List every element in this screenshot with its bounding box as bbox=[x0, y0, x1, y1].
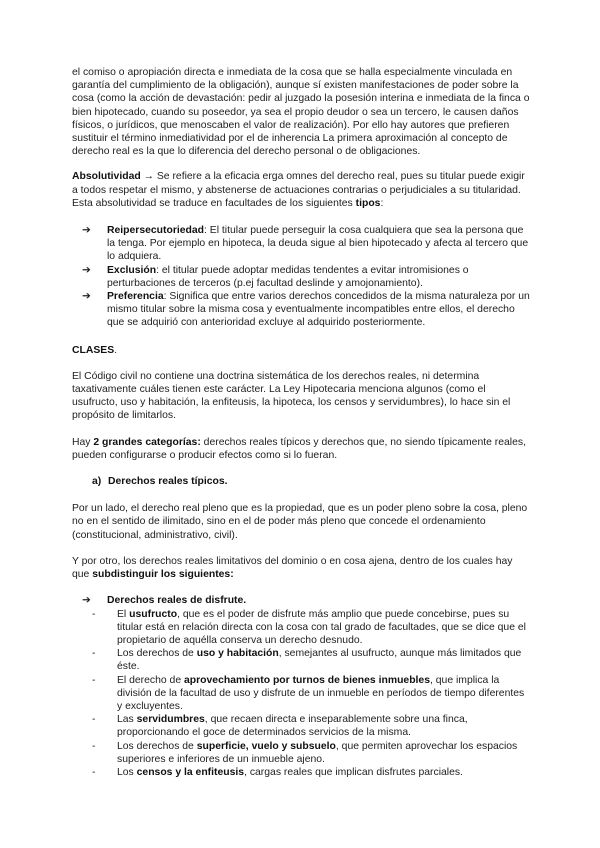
list-item bbox=[92, 674, 530, 714]
subheading-derechos-tipicos bbox=[92, 475, 530, 488]
clases-title: CLASES bbox=[72, 344, 115, 356]
list-item bbox=[92, 713, 530, 739]
dash-marker: - bbox=[92, 674, 96, 686]
list-item-term: censos y la enfiteusis bbox=[136, 766, 245, 778]
list-item-pre: Los derechos de bbox=[117, 648, 197, 660]
list-item-text: , que permiten aprovechar los espacios superiores e inferiores de un inmueble ajeno. bbox=[117, 740, 518, 765]
dash-marker: - bbox=[92, 714, 96, 726]
list-item bbox=[92, 740, 530, 766]
disfrute-title: Derechos reales de disfrute. bbox=[107, 595, 247, 607]
list-item-pre: Los bbox=[117, 766, 137, 778]
subheading-title: Derechos reales típicos. bbox=[108, 476, 228, 488]
list-item-term: servidumbres bbox=[136, 714, 205, 726]
limitativos-bold: subdistinguir los siguientes: bbox=[92, 569, 234, 581]
dash-marker: - bbox=[92, 648, 96, 660]
arrow-icon: ➔ bbox=[82, 264, 91, 276]
list-item-text: : Significa que entre varios derechos concedidos de la misma naturaleza por un mismo titular sobre la misma cosa y eventualmente incompatibles entre ellos, el derecho que se adquirió con anterioridad excluye al adquirido posteriormente. bbox=[107, 291, 530, 329]
clases-dot: . bbox=[114, 344, 118, 356]
categorias-pre: Hay bbox=[72, 436, 94, 448]
disfrute-list bbox=[72, 608, 530, 780]
list-item bbox=[92, 766, 530, 779]
paragraph-limitativos bbox=[72, 555, 530, 581]
list-item-pre: Las bbox=[117, 714, 137, 726]
arrow-icon: ➔ bbox=[82, 291, 91, 303]
list-item-term: Preferencia bbox=[107, 291, 164, 303]
list-item bbox=[92, 647, 530, 673]
disfrute-heading bbox=[82, 594, 530, 607]
paragraph-propiedad: Por un lado, el derecho real pleno que es la propiedad, que es un poder pleno sobre la cosa, pleno no en el sentido de ilimitado, sino en el de poder más pleno que concede el ordenamiento (constitucional, administrativo, civil). bbox=[72, 503, 528, 541]
limitativos-text: Y por otro, los derechos reales limitativos del dominio o en cosa ajena, dentro de los cuales hay que bbox=[72, 555, 513, 581]
list-item-pre: El derecho de bbox=[117, 674, 185, 686]
list-item bbox=[82, 290, 530, 330]
list-item-text: , que es el poder de disfrute más amplio que puede concebirse, pues su titular está en relación directa con la cosa con tal grado de facultades, que se dice que el propietario de aquélla conserva un derecho desnudo. bbox=[117, 608, 526, 646]
list-item-text: , semejantes al usufructo, aunque más limitados que éste. bbox=[117, 648, 522, 673]
list-item-term: usufructo bbox=[129, 608, 178, 620]
list-item-text: : El titular puede perseguir la cosa cualquiera que sea la persona que la tenga. Por ejemplo en hipoteca, la deuda sigue al bien hipotecado y afecta al tercero que lo adquiera. bbox=[107, 225, 529, 263]
paragraph-codigo-civil: El Código civil no contiene una doctrina sistemática de los derechos reales, ni determina taxativamente cuáles tienen este carácter. La Ley Hipotecaria menciona algunos (como el usufructo, uso y habitación, la enfiteusis, la hipoteca, los censos y servidumbres), lo hace sin el propósito de limitarlos. bbox=[72, 370, 511, 422]
dash-marker: - bbox=[92, 608, 96, 620]
list-item-term: superficie, vuelo y subsuelo bbox=[196, 740, 336, 752]
term-absolutividad: Absolutividad bbox=[72, 171, 141, 183]
categorias-bold: 2 grandes categorías: bbox=[93, 436, 201, 448]
document-page bbox=[72, 66, 530, 779]
list-item bbox=[82, 264, 530, 290]
arrow-icon: ➔ bbox=[82, 595, 91, 607]
list-item-pre: El bbox=[117, 608, 130, 620]
list-item bbox=[92, 608, 530, 648]
dash-marker: - bbox=[92, 740, 96, 752]
dash-marker: - bbox=[92, 766, 96, 778]
list-item-pre: Los derechos de bbox=[117, 740, 197, 752]
paragraph-categorias bbox=[72, 436, 530, 462]
list-item-term: Reipersecutoriedad bbox=[107, 225, 205, 237]
paragraph-absolutividad bbox=[72, 170, 530, 210]
absolutividad-end: : bbox=[380, 197, 384, 209]
list-item-text: : el titular puede adoptar medidas tendentes a evitar intromisiones o perturbaciones de terceros (p.ej facultad deslinde y amojonamiento). bbox=[107, 264, 469, 289]
categorias-text: derechos reales típicos y derechos que, no siendo típicamente reales, pueden configurarse o producir efectos como si lo fueran. bbox=[72, 436, 526, 461]
list-item-term: aprovechamiento por turnos de bienes inmuebles bbox=[184, 674, 430, 686]
section-heading-clases bbox=[72, 344, 530, 357]
absolutividad-text: → Se refiere a la eficacia erga omnes del derecho real, pues su titular puede exigir a todos respetar el mismo, y abstenerse de actuaciones contrarias o perjudiciales a su titularidad. Esta absolutividad se traduce en facultades de los siguientes bbox=[72, 171, 525, 209]
list-item-term: Exclusión bbox=[107, 264, 157, 276]
arrow-icon: ➔ bbox=[82, 225, 91, 237]
list-item-text: , que implica la división de la facultad de uso y disfrute de un inmueble en períodos de tiempo diferentes y excluyentes. bbox=[117, 674, 525, 712]
tipos-list bbox=[72, 224, 530, 330]
list-item-text: , cargas reales que implican disfrutes parciales. bbox=[244, 766, 463, 778]
list-item bbox=[82, 224, 530, 264]
list-item-text: , que recaen directa e inseparablemente sobre una finca, proporcionando el goce de determinados servicios de la misma. bbox=[117, 714, 468, 739]
subheading-letter: a) bbox=[92, 476, 102, 488]
paragraph-intro: el comiso o apropiación directa e inmediata de la cosa que se halla especialmente vinculada en garantía del cumplimiento de la obligación), aunque sí existen manifestaciones de poder sobre la cosa (como la acción de devastación: pedir al juzgado la posesión interina e inmediata de la finca o bien hipotecado, cuando su poseedor, ya sea el propio deudor o sea un tercero, le causen daños físicos, o jurídicos, que menoscaben el valor de realización). Por ello hay autores que prefieren sustituir el término inmediatividad por el de inherencia La primera aproximación al concepto de derecho real es la que lo diferencia del derecho personal o de obligaciones. bbox=[72, 67, 530, 158]
disfrute-heading-list bbox=[72, 594, 530, 607]
term-tipos: tipos bbox=[355, 197, 381, 209]
list-item-term: uso y habitación bbox=[196, 648, 279, 660]
